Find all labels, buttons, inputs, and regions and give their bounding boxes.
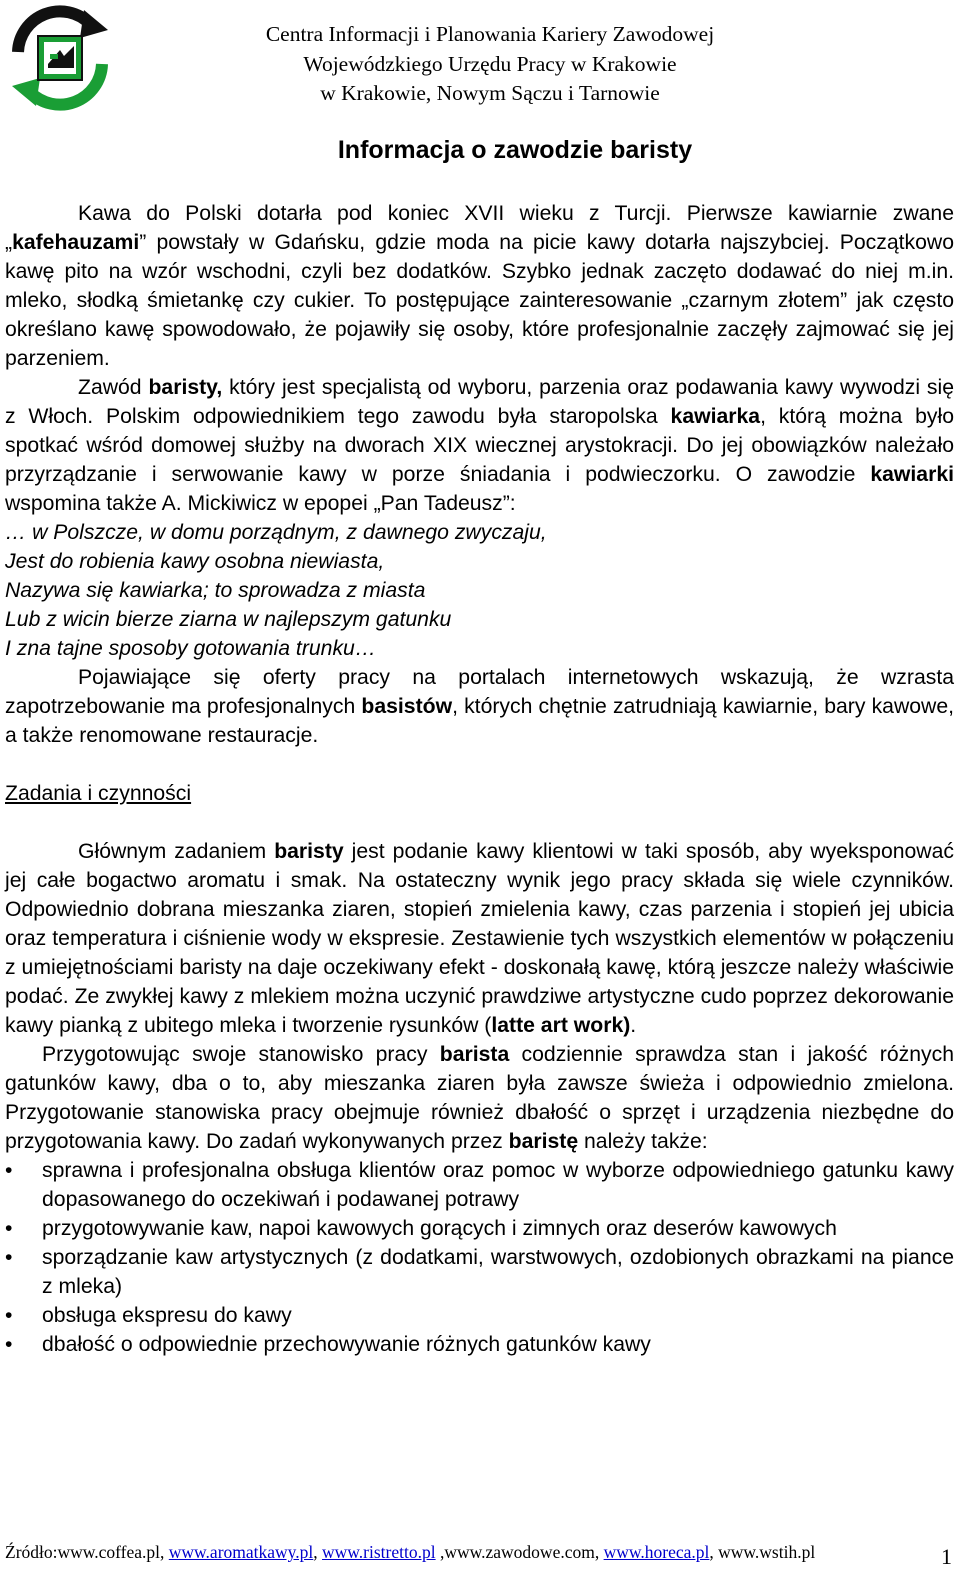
p5-text-c: codziennie sprawdza stan i jakość różnych gatunków kawy, dba o to, aby mieszanka ziaren była zawsze świeża i odpowiednio zmielona. Przygotowanie stanowiska pracy obejmuje również dbałość o sprzęt i urządzenia niezbędne do przygotowania kawy. Do zadań wykonywanych przez	[5, 1043, 954, 1153]
paragraph-profession	[5, 373, 954, 518]
p2-bold-kawiarka: kawiarka	[670, 405, 761, 428]
p5-text-e: należy także:	[578, 1130, 708, 1153]
header-line-1: Centra Informacji i Planowania Kariery Zawodowej	[265, 22, 715, 46]
career-center-logo	[4, 2, 116, 114]
list-item	[5, 1243, 954, 1301]
poem-line: … w Polszcze, w domu porządnym, z dawnego zwyczaju,	[5, 521, 547, 544]
p5-text-a: Przygotowując swoje stanowisko pracy	[42, 1043, 440, 1066]
task-text: dbałość o odpowiednie przechowywanie różnych gatunków kawy	[42, 1333, 651, 1356]
header-line-2: Wojewódzkiego Urzędu Pracy w Krakowie	[303, 51, 677, 76]
page-number: 1	[941, 1544, 952, 1569]
paragraph-main-task	[5, 837, 954, 1040]
bullet-icon: •	[5, 1217, 13, 1240]
p2-bold-kawiarki: kawiarki	[870, 463, 954, 486]
source-link-ristretto[interactable]: www.ristretto.pl	[322, 1542, 436, 1562]
task-text: obsługa ekspresu do kawy	[42, 1304, 292, 1327]
footer-separator: ,	[313, 1542, 323, 1562]
p4-text-e: .	[630, 1014, 637, 1037]
source-link-aromatkawy[interactable]: www.aromatkawy.pl	[168, 1542, 314, 1562]
p4-bold-baristy: baristy	[274, 840, 344, 863]
source-link-horeca[interactable]: www.horeca.pl	[603, 1542, 710, 1562]
spacer	[5, 808, 954, 837]
footer-suffix: , www.wstih.pl	[709, 1542, 816, 1562]
list-item	[5, 1156, 954, 1214]
document-body	[5, 199, 954, 1359]
p2-text-a: Zawód	[78, 376, 149, 399]
p3-bold-basistow: basistów	[361, 695, 453, 718]
p4-text-a: Głównym zadaniem	[78, 840, 275, 863]
p5-bold-barista: barista	[439, 1043, 510, 1066]
list-item	[5, 1214, 954, 1243]
list-item	[5, 1330, 954, 1359]
p1-text-c: ” powstały w Gdańsku, gdzie moda na picie kawy dotarła najszybciej. Początkowo kawę pito na wzór wschodni, czyli bez dodatków. Szybko jednak zaczęto dodawać do niej m.in. mleko, słodką śmietankę czy cukier. To postępujące zainteresowanie „czarnym złotem” jak często określano kawę spowodowało, że pojawiły się osoby, które profesjonalnie zaczęły zajmować się jej parzeniem.	[5, 231, 954, 370]
paragraph-history	[5, 199, 954, 373]
p2-text-e: , którą można było spotkać wśród domowej służby na dworach XIX wiecznej arystokracji. Do jej obowiązków należało przyrządzanie i serwowanie kawy w porze śniadania i podwieczorku. O zawodzie	[5, 405, 954, 486]
footer-prefix: Źródło:www.coffea.pl,	[5, 1542, 169, 1562]
p2-bold-baristy: baristy,	[148, 376, 223, 399]
bullet-icon: •	[5, 1333, 13, 1356]
p1-text-a: Kawa do Polski dotarła pod koniec XVII wieku z Turcji. Pierwsze kawiarnie zwane „	[5, 202, 954, 254]
poem-quote	[5, 518, 954, 663]
p2-text-c: który jest specjalistą od wyboru, parzenia oraz podawania kawy wywodzi się z Włoch. Polskim odpowiednikiem tego zawodu była staropolska	[5, 376, 954, 428]
bullet-icon: •	[5, 1159, 13, 1182]
header-line-3: w Krakowie, Nowym Sączu i Tarnowie	[320, 81, 660, 105]
paragraph-job-offers	[5, 663, 954, 750]
task-text: sprawna i profesjonalna obsługa klientów oraz pomoc w wyborze odpowiedniego gatunku kawy dopasowanego do oczekiwań i podawanej potrawy	[42, 1159, 954, 1211]
task-text: przygotowywanie kaw, napoi kawowych gorących i zimnych oraz deserów kawowych	[42, 1217, 837, 1240]
p4-bold-latte-art: latte art work)	[491, 1014, 631, 1037]
footer-middle: ,www.zawodowe.com,	[435, 1542, 604, 1562]
institution-header	[190, 20, 790, 109]
task-list	[5, 1156, 954, 1359]
source-footer	[5, 1542, 885, 1563]
p3-text-a: Pojawiające się oferty pracy na portalach internetowych wskazują, że wzrasta zapotrzebowanie ma profesjonalnych	[5, 666, 954, 718]
p1-bold-kafehauzami: kafehauzami	[12, 231, 140, 254]
document-title: Informacja o zawodzie baristy	[337, 136, 693, 164]
p5-bold-bariste: baristę	[508, 1130, 579, 1153]
p2-text-g: wspomina także A. Mickiwicz w epopei „Pan Tadeusz”:	[5, 492, 516, 515]
spacer	[5, 750, 954, 779]
p3-text-c: , których chętnie zatrudniają kawiarnie, bary kawowe, a także renomowane restauracje.	[5, 695, 954, 747]
p4-text-c: jest podanie kawy klientowi w taki sposób, aby wyeksponować jej całe bogactwo aromatu i smak. Na ostateczny wynik jego pracy składa się wiele czynników. Odpowiednio dobrana mieszanka ziaren, stopień zmielenia kawy, czas parzenia i stopień jej ubicia oraz temperatura i ciśnienie wody w ekspresie. Zestawienie tych wszystkich elementów w połączeniu z umiejętnościami baristy na daje oczekiwany efekt - doskonałą kawę, którą jeszcze należy właściwie podać. Ze zwykłej kawy z mlekiem można uczynić prawdziwe artystyczne cudo poprzez dekorowanie kawy pianką z ubitego mleka i tworzenie rysunków (	[5, 840, 954, 1037]
list-item	[5, 1301, 954, 1330]
poem-line: Jest do robienia kawy osobna niewiasta,	[5, 550, 385, 573]
poem-line: Nazywa się kawiarka; to sprowadza z miasta	[5, 579, 426, 602]
bullet-icon: •	[5, 1304, 13, 1327]
poem-line: I zna tajne sposoby gotowania trunku…	[5, 637, 377, 660]
task-text: sporządzanie kaw artystycznych (z dodatkami, warstwowych, ozdobionych obrazkami na piance z mleka)	[42, 1246, 954, 1298]
bullet-icon: •	[5, 1246, 13, 1269]
poem-line: Lub z wicin bierze ziarna w najlepszym gatunku	[5, 608, 452, 631]
section-heading-tasks: Zadania i czynności	[5, 782, 192, 805]
paragraph-workstation	[5, 1040, 954, 1156]
